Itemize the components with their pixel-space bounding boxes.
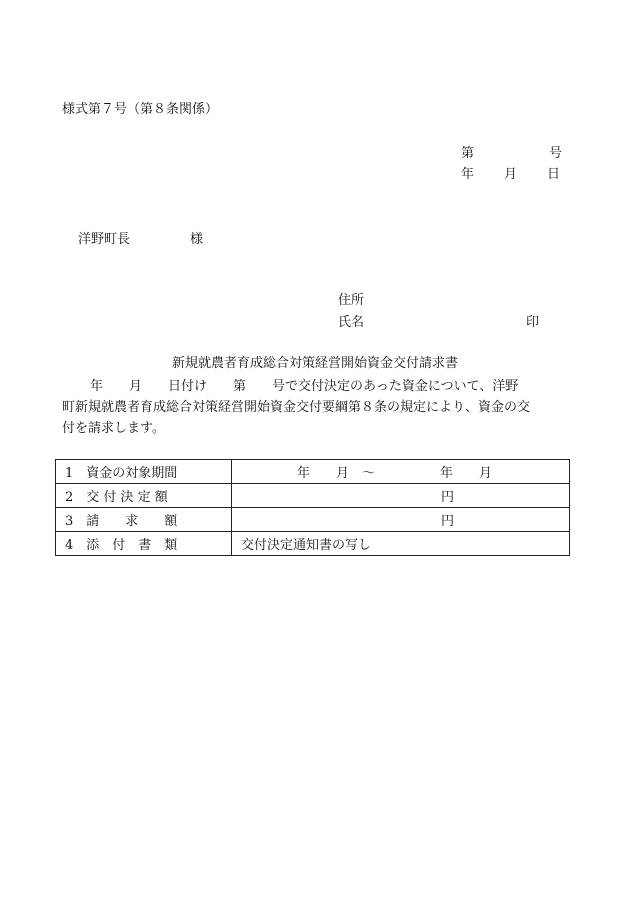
document-number <box>461 146 562 162</box>
row-label: 4 添 付 書 類 <box>56 532 232 556</box>
table-row <box>56 532 570 556</box>
doc-number-suffix: 号 <box>549 146 563 161</box>
doc-number-prefix: 第 <box>461 146 475 161</box>
row-value: 年 月 ～ 年 月 <box>232 460 570 484</box>
row-label: 1 資金の対象期間 <box>56 460 232 484</box>
body-line: 町新規就農者育成総合対策経営開始資金交付要綱第８条の規定により、資金の交 <box>62 400 531 415</box>
form-number: 様式第７号（第８条関係） <box>62 102 219 117</box>
addressee <box>78 232 203 248</box>
addressee-honorific: 様 <box>190 232 204 247</box>
issue-date <box>461 167 560 183</box>
addressee-name: 洋野町長 <box>78 232 131 247</box>
applicant-address-label: 住所 <box>338 293 365 308</box>
row-value: 円 <box>232 508 570 532</box>
applicant-name-label: 氏名 <box>338 315 365 330</box>
row-value: 交付決定通知書の写し <box>232 532 570 556</box>
row-value: 円 <box>232 484 570 508</box>
row-label: 3 請 求 額 <box>56 508 232 532</box>
body-line: 年 月 日付け 第 号で交付決定のあった資金について、洋野 <box>90 379 519 394</box>
seal-mark: 印 <box>526 315 540 330</box>
body-paragraph <box>62 376 578 439</box>
table-row <box>56 508 570 532</box>
table-row <box>56 484 570 508</box>
body-line: 付を請求します。 <box>62 421 165 436</box>
date-month: 月 <box>504 167 518 182</box>
row-label: 2 交 付 決 定 額 <box>56 484 232 508</box>
document-title: 新規就農者育成総合対策経営開始資金交付請求書 <box>171 356 458 371</box>
items-table <box>55 459 570 556</box>
date-year: 年 <box>461 167 475 182</box>
table-row <box>56 460 570 484</box>
date-day: 日 <box>547 167 561 182</box>
